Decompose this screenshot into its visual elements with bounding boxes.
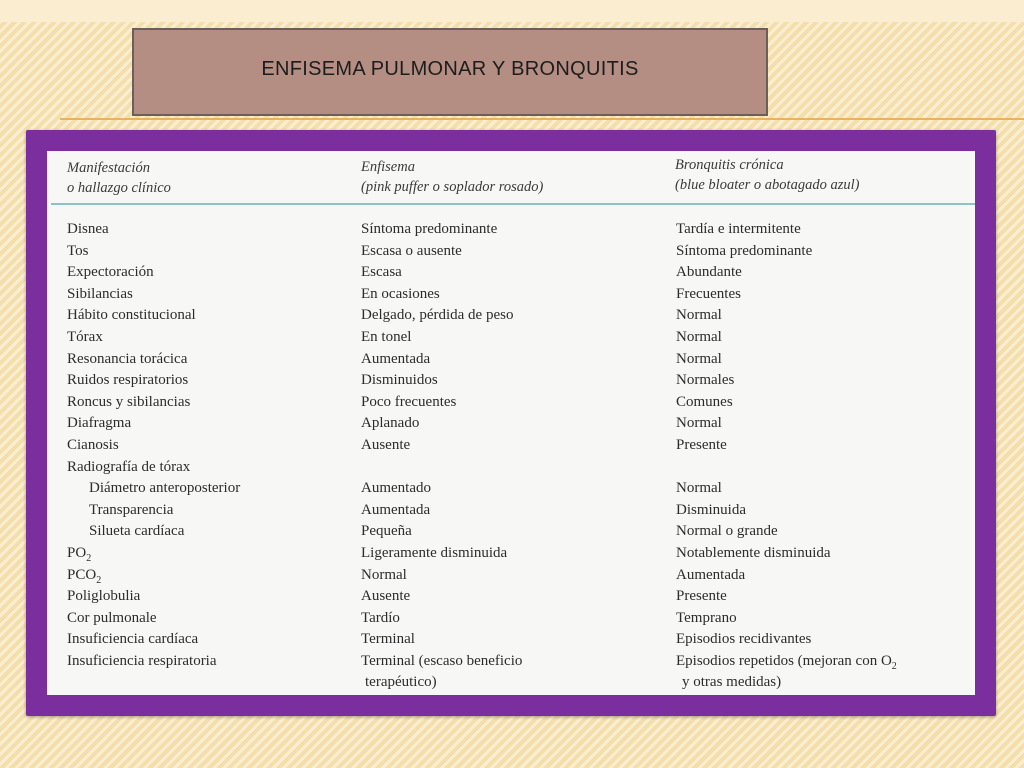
slide-title-box xyxy=(132,28,768,116)
header-bronquitis-line1: Bronquitis crónica xyxy=(675,157,784,173)
table-cell: Normal xyxy=(676,480,722,497)
table-cell: Poliglobulia xyxy=(67,588,141,605)
table-cell: Radiografía de tórax xyxy=(67,458,191,475)
table-cell: Diafragma xyxy=(67,415,132,432)
table-cell: Escasa o ausente xyxy=(361,242,462,259)
table-cell: Escasa xyxy=(361,264,402,281)
table-cell: Síntoma predominante xyxy=(361,221,498,237)
table-cell xyxy=(361,651,661,694)
table-cell: Notablemente disminuida xyxy=(676,544,831,561)
bronquitis-resp-line2: y otras medidas) xyxy=(682,674,782,691)
column-enfisema xyxy=(361,219,661,694)
column-manifestation xyxy=(67,219,352,672)
table-cell xyxy=(361,457,661,479)
table-cell: Presente xyxy=(676,588,727,605)
header-manifestation xyxy=(67,158,171,198)
table-cell: Insuficiencia respiratoria xyxy=(67,652,217,669)
slide-title: ENFISEMA PULMONAR Y BRONQUITIS xyxy=(261,57,639,80)
po2-base: PO xyxy=(67,544,87,561)
table-cell: Resonancia torácica xyxy=(67,350,188,367)
enfisema-resp-line2: terapéutico) xyxy=(365,674,437,691)
table-cell: Aumentada xyxy=(361,501,431,518)
bronquitis-resp-line1 xyxy=(676,651,971,673)
table-cell: Cianosis xyxy=(67,436,119,453)
table-cell: Silueta cardíaca xyxy=(89,523,185,540)
table-cell: Normal xyxy=(676,415,722,432)
table-cell: Abundante xyxy=(676,264,742,281)
table-cell xyxy=(676,651,971,694)
table-cell: Sibilancias xyxy=(67,285,133,302)
header-enfisema-line1: Enfisema xyxy=(361,159,415,175)
table-cell: Terminal xyxy=(361,631,415,648)
table-cell: Normal xyxy=(676,350,722,367)
table-cell: En ocasiones xyxy=(361,285,440,302)
table-cell: Aumentado xyxy=(361,480,431,497)
column-bronquitis xyxy=(676,219,971,694)
pco2-base: PCO xyxy=(67,566,97,583)
table-cell: Ligeramente disminuida xyxy=(361,544,508,561)
table-cell: Pequeña xyxy=(361,523,412,540)
header-enfisema-line2: (pink puffer o soplador rosado) xyxy=(361,179,544,195)
table-cell: Disminuida xyxy=(676,501,746,518)
table-cell: Aumentada xyxy=(361,350,431,367)
table-cell: Frecuentes xyxy=(676,285,741,302)
table-cell: Normal xyxy=(676,307,722,324)
pco2-subscript: 2 xyxy=(96,574,102,586)
table-cell: Aplanado xyxy=(361,415,420,432)
table-cell: Disminuidos xyxy=(361,372,438,389)
table-cell: Comunes xyxy=(676,393,733,410)
o2-subscript: 2 xyxy=(891,660,897,672)
header-rule xyxy=(51,203,975,205)
table-cell: Normal xyxy=(361,566,407,583)
table-cell: Tos xyxy=(67,242,89,259)
table-cell: Diámetro anteroposterior xyxy=(89,480,241,497)
enfisema-resp-line1: Terminal (escaso beneficio xyxy=(361,652,523,669)
header-bronquitis-line2: (blue bloater o abotagado azul) xyxy=(675,177,860,193)
table-cell: En tonel xyxy=(361,328,412,345)
table-cell: Ruidos respiratorios xyxy=(67,372,189,389)
header-enfisema xyxy=(361,157,543,197)
table-sheet xyxy=(47,151,975,695)
table-cell: Insuficiencia cardíaca xyxy=(67,631,199,648)
table-cell: Aumentada xyxy=(676,566,746,583)
accent-line xyxy=(60,118,1024,120)
table-cell: Normales xyxy=(676,372,735,389)
table-cell: Tardía e intermitente xyxy=(676,221,801,237)
table-frame xyxy=(26,130,996,716)
table-cell: Disnea xyxy=(67,221,109,237)
bronquitis-resp-line1-base: Episodios repetidos (mejoran con O xyxy=(676,652,892,669)
po2-subscript: 2 xyxy=(86,552,92,564)
table-cell: Presente xyxy=(676,436,727,453)
table-cell: Normal o grande xyxy=(676,523,778,540)
header-bronquitis xyxy=(675,155,859,195)
table-cell: Temprano xyxy=(676,609,737,626)
table-cell: Ausente xyxy=(361,436,411,453)
table-cell xyxy=(67,543,352,565)
header-manifestation-line1: Manifestación xyxy=(67,160,150,176)
table-cell: Hábito constitucional xyxy=(67,307,196,324)
table-cell: Episodios recidivantes xyxy=(676,631,812,648)
table-cell xyxy=(67,565,352,587)
top-band xyxy=(0,0,1024,22)
table-cell: Tórax xyxy=(67,328,103,345)
table-cell: Expectoración xyxy=(67,264,154,281)
table-cell: Ausente xyxy=(361,588,411,605)
table-cell: Síntoma predominante xyxy=(676,242,813,259)
table-cell: Poco frecuentes xyxy=(361,393,457,410)
header-manifestation-line2: o hallazgo clínico xyxy=(67,180,171,196)
table-cell: Delgado, pérdida de peso xyxy=(361,307,514,324)
table-cell: Cor pulmonale xyxy=(67,609,157,626)
table-cell xyxy=(676,457,971,479)
table-cell: Normal xyxy=(676,328,722,345)
table-cell: Roncus y sibilancias xyxy=(67,393,191,410)
table-cell: Transparencia xyxy=(89,501,174,518)
table-cell: Tardío xyxy=(361,609,400,626)
